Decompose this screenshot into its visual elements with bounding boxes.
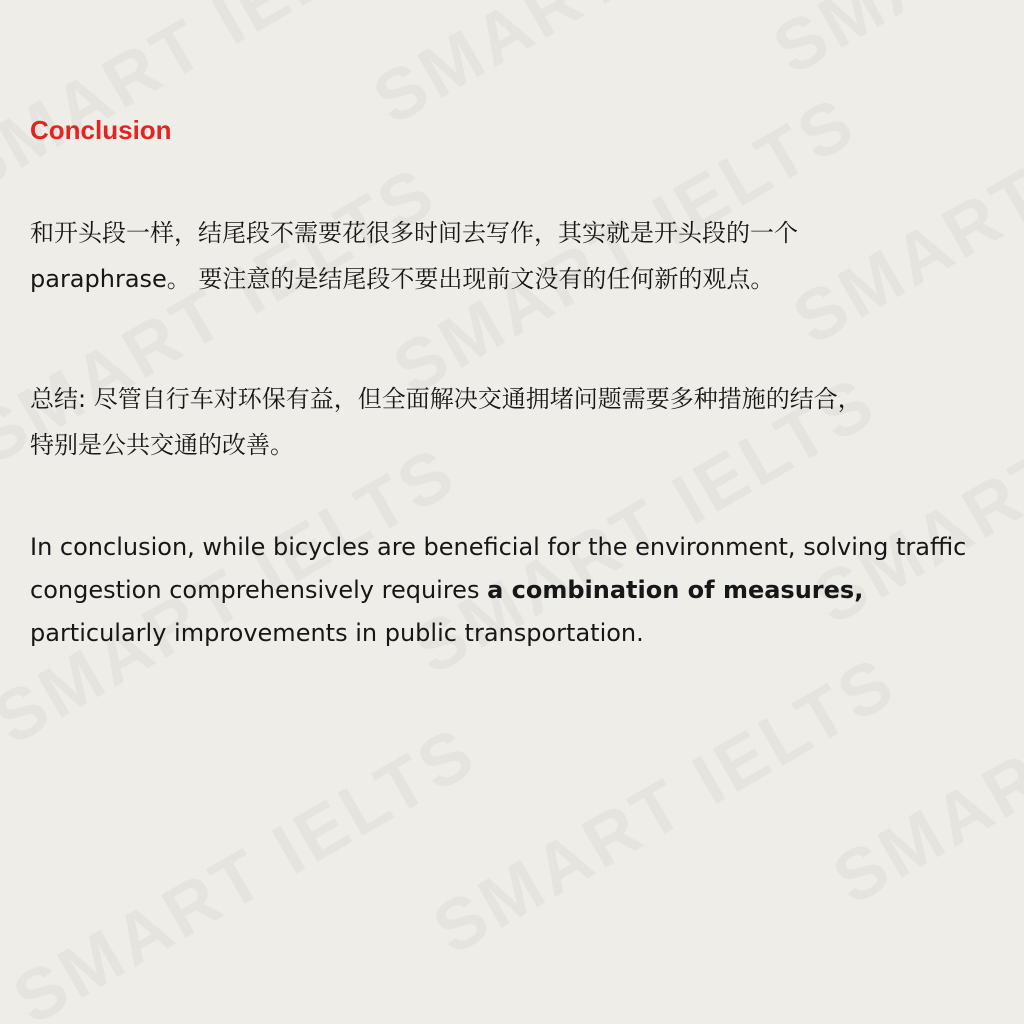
english-conclusion — [30, 526, 994, 655]
chinese-note-line-1: 和开头段一样，结尾段不需要花很多时间去写作，其实就是开头段的一个 — [30, 219, 798, 247]
watermark — [0, 711, 490, 1024]
chinese-note-line-2: paraphrase。 要注意的是结尾段不要出现前文没有的任何新的观点。 — [30, 265, 775, 293]
chinese-summary — [30, 376, 994, 468]
section-heading: Conclusion — [30, 115, 172, 145]
watermark — [420, 641, 910, 971]
english-conclusion-part-1: In conclusion, while bicycles are beneficial for the environment, solving traffic congestion comprehensively requires — [30, 533, 967, 604]
watermark — [760, 0, 1024, 91]
content — [30, 110, 994, 679]
chinese-summary-line-2: 特别是公共交通的改善。 — [30, 431, 294, 459]
english-conclusion-part-2: particularly improvements in public transportation. — [30, 619, 644, 647]
chinese-summary-line-1: 总结: 尽管自行车对环保有益，但全面解决交通拥堵问题需要多种措施的结合， — [30, 385, 862, 413]
chinese-note — [30, 210, 994, 302]
english-conclusion-bold: a combination of measures, — [487, 576, 864, 604]
